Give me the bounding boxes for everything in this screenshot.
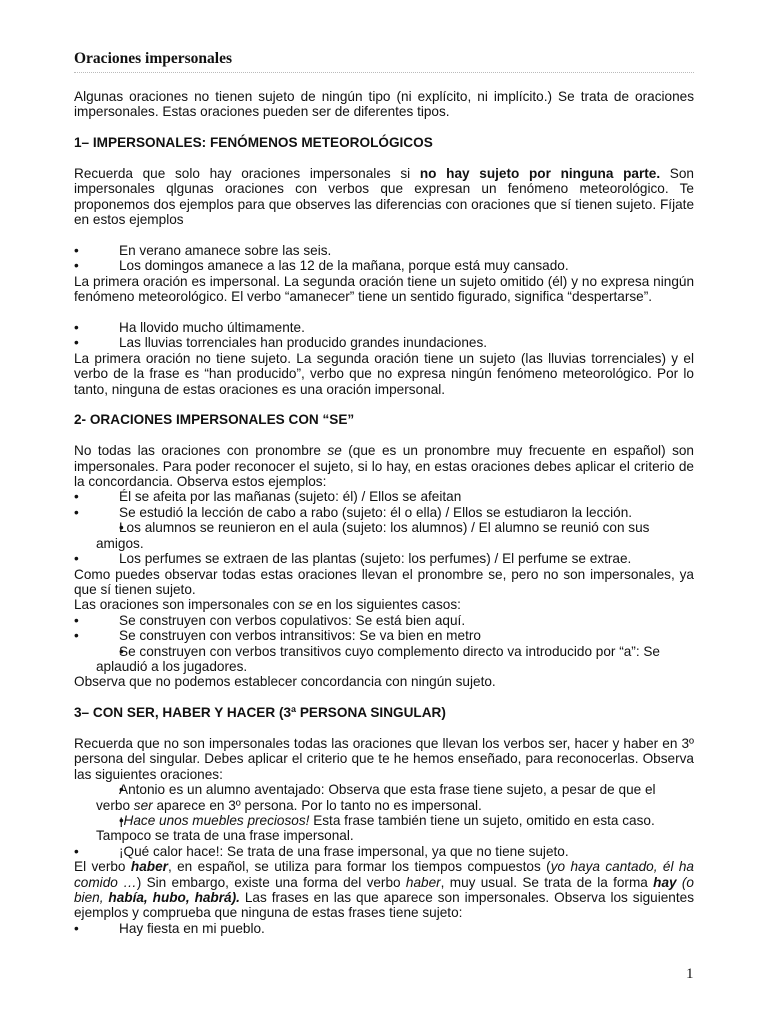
section-2-paragraph-2: Como puedes observar todas estas oraciones llevan el pronombre se, pero no son impersonales, ya que sí tienen sujeto. [74,566,694,597]
list-item: • Antonio es un alumno aventajado: Observa que esta frase tiene sujeto, a pesar de que el verbo ser aparece en 3º persona. Por lo tanto no es impersonal. [74,782,694,813]
section-1-list-1 [74,243,694,274]
section-1-paragraph-2: La primera oración es impersonal. La segunda oración tiene un sujeto omitido (él) y no expresa ningún fenómeno meteorológico. El verbo “amanecer” tiene un sentido figurado, significa “despertarse”. [74,273,694,305]
list-item: • Los domingos amanece a las 12 de la mañana, porque está muy cansado. [74,258,694,273]
list-item: • Hay fiesta en mi pueblo. [74,921,694,936]
section-1-heading: 1– IMPERSONALES: FENÓMENOS METEOROLÓGICOS [74,135,433,151]
list-item: • Ha llovido mucho últimamente. [74,320,694,335]
list-item: • Él se afeita por las mañanas (sujeto: él) / Ellos se afeitan [74,489,694,504]
section-3-paragraph-2: El verbo haber, en español, se utiliza para formar los tiempos compuestos (yo haya cantado, él ha comido …) Sin embargo, existe una forma del verbo haber, muy usual. Se trata de la forma hay (o bien, había, hubo, habrá). Las frases en las que aparece son impersonales. Observa los siguientes ejemplos y comprueba que ninguna de estas frases tiene sujeto: [74,859,694,921]
list-item: • Los alumnos se reunieron en el aula (sujeto: los alumnos) / El alumno se reunió con sus amigos. [74,520,694,551]
section-3-list-1 [74,782,694,859]
section-2-list-2 [74,613,694,675]
page-number: 1 [686,966,694,982]
intro-paragraph: Algunas oraciones no tienen sujeto de ningún tipo (ni explícito, ni implícito.) Se trata de oraciones impersonales. Estas oraciones pueden ser de diferentes tipos. [74,89,694,120]
list-item: • Las lluvias torrenciales han producido grandes inundaciones. [74,335,694,350]
section-2-list-1 [74,489,694,566]
document-body [74,89,694,936]
section-3-list-2 [74,921,694,936]
section-2-paragraph-3: Las oraciones son impersonales con se en los siguientes casos: [74,597,461,613]
section-1-paragraph-3: La primera oración no tiene sujeto. La segunda oración tiene un sujeto (las lluvias torrenciales) y el verbo de la frase es “han producido”, verbo que no expresa ningún fenómeno meteorológico. Por lo tanto, ninguna de estas oraciones es una oración impersonal. [74,350,694,397]
list-item: • Se construyen con verbos transitivos cuyo complemento directo va introducido por “a”: Se aplaudió a los jugadores. [74,644,694,675]
section-3-heading: 3– CON SER, HABER Y HACER (3ª PERSONA SINGULAR) [74,705,446,721]
list-item: • Los perfumes se extraen de las plantas (sujeto: los perfumes) / El perfume se extrae. [74,551,694,566]
section-2-paragraph-1: No todas las oraciones con pronombre se (que es un pronombre muy frecuente en español) son impersonales. Para poder reconocer el sujeto, si lo hay, en estas oraciones debes aplicar el criterio de la concordancia. Observa estos ejemplos: [74,443,694,490]
document-title: Oraciones impersonales [74,50,232,67]
section-1-paragraph-1: Recuerda que solo hay oraciones impersonales si no hay sujeto por ninguna parte. Son impersonales qlgunas oraciones con verbos que expresan un fenómeno meteorológico. Te proponemos dos ejemplos para que observes las diferencias con oraciones que sí tienen sujeto. Fíjate en estos ejemplos [74,166,694,228]
section-1-list-2 [74,320,694,351]
list-item: • ¡Qué calor hace!: Se trata de una frase impersonal, ya que no tiene sujeto. [74,844,694,859]
section-2-paragraph-4: Observa que no podemos establecer concordancia con ningún sujeto. [74,674,496,690]
section-3-paragraph-1: Recuerda que no son impersonales todas las oraciones que llevan los verbos ser, hacer y haber en 3º persona del singular. Debes aplicar el criterio que te he hemos enseñado, para reconocerlas. Observa las siguientes oraciones: [74,735,694,782]
list-item: • ¡Hace unos muebles preciosos! Esta frase también tiene un sujeto, omitido en esta caso. Tampoco se trata de una frase impersonal. [74,813,694,844]
list-item: • Se estudió la lección de cabo a rabo (sujeto: él o ella) / Ellos se estudiaron la lección. [74,505,694,520]
list-item: • En verano amanece sobre las seis. [74,243,694,258]
title-divider [74,72,694,73]
section-2-heading: 2- ORACIONES IMPERSONALES CON “SE” [74,412,355,428]
list-item: • Se construyen con verbos copulativos: Se está bien aquí. [74,613,694,628]
list-item: • Se construyen con verbos intransitivos: Se va bien en metro [74,628,694,643]
